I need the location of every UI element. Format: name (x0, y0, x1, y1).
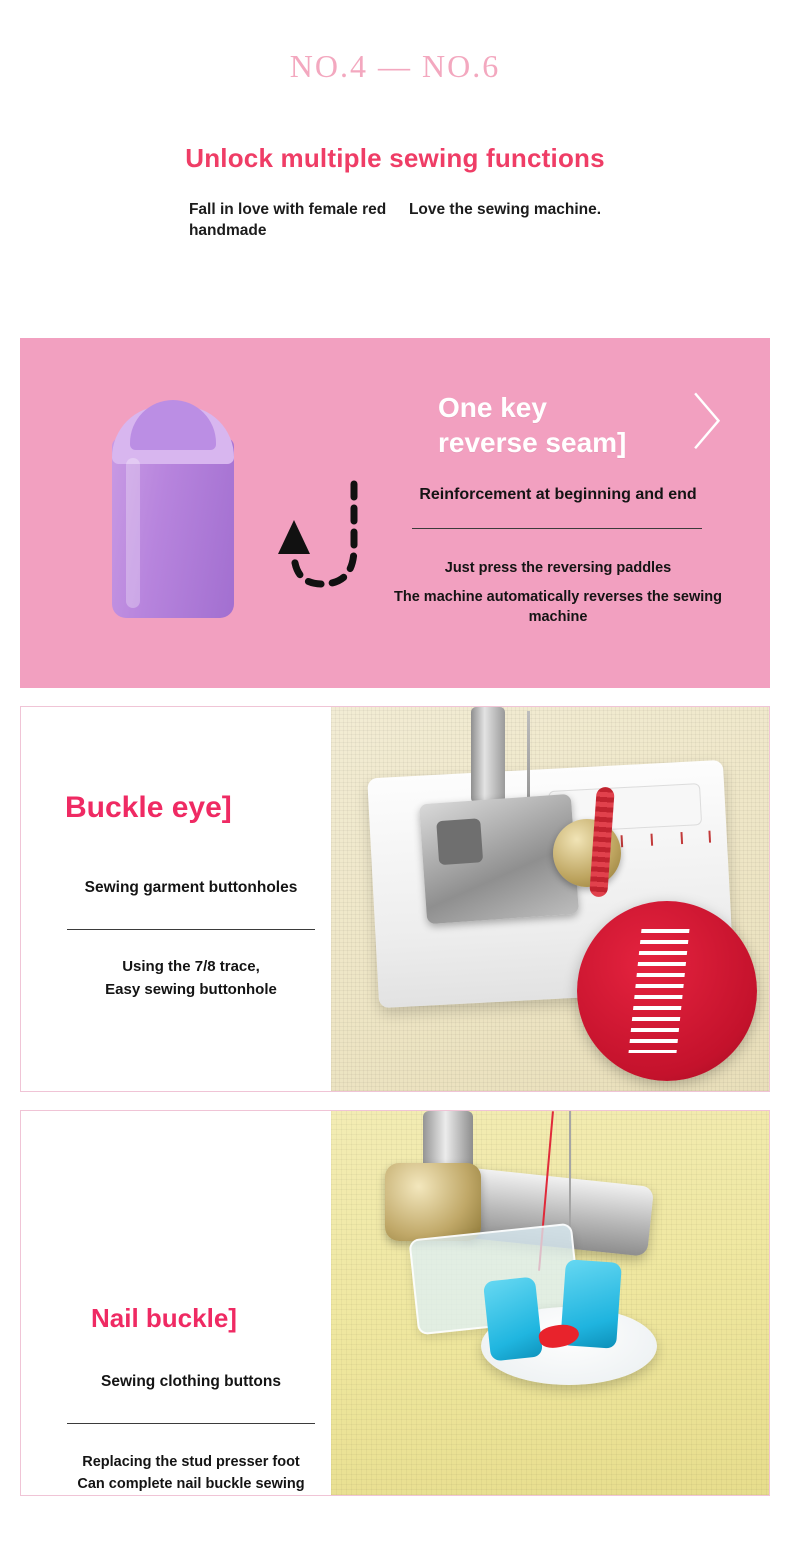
reverse-arrow-icon (270, 478, 380, 618)
feature-card-buckle-eye (20, 706, 770, 1092)
card-title-text: Buckle eye] (65, 791, 232, 824)
panel-desc-main: Reinforcement at beginning and end (419, 486, 697, 503)
panel-title-line2: reverse seam] (438, 427, 627, 458)
card-title (89, 1303, 239, 1334)
panel-title (438, 390, 626, 460)
needle (569, 1111, 571, 1241)
subheadline-group (0, 200, 790, 242)
bobbin-highlight (126, 458, 140, 608)
card-text-area (21, 707, 331, 1091)
card-line-1: Sewing clothing buttons (101, 1373, 281, 1390)
headline: Unlock multiple sewing functions (185, 143, 605, 173)
button-foot-photo (331, 1111, 769, 1495)
card-line-2a: Replacing the stud presser foot (82, 1454, 300, 1470)
bobbin-illustration (90, 400, 270, 630)
card-line-1: Sewing garment buttonholes (84, 879, 298, 896)
zoom-stitch-detail (628, 929, 689, 1053)
zoom-circle-inset (577, 901, 757, 1081)
buttonhole-foot-photo (331, 707, 769, 1091)
card-title-text: Nail buckle] (91, 1303, 237, 1333)
panel-desc-2: The machine automatically reverses the sewing machine (394, 589, 722, 625)
subheadline-left: Fall in love with female red handmade (188, 201, 387, 239)
card-text-area (21, 1111, 331, 1495)
card-line-2a: Using the 7/8 trace, (122, 958, 260, 975)
feature-panel-reverse-seam (20, 338, 770, 688)
card-line-2b: Can complete nail buckle sewing (77, 1476, 305, 1493)
page-title: NO.4 — NO.6 (289, 48, 501, 84)
card-line-2 (43, 1451, 339, 1496)
page-header (0, 0, 790, 242)
thumb-screw (385, 1163, 481, 1241)
foot-opening (436, 818, 483, 865)
card-line-2b: Easy sewing buttonhole (105, 981, 277, 999)
presser-bar (471, 707, 505, 803)
feature-card-nail-buckle (20, 1110, 770, 1496)
subheadline-right: Love the sewing machine. (408, 201, 602, 218)
blue-clip-left (483, 1277, 543, 1362)
bobbin-cap (130, 400, 216, 450)
divider (67, 929, 315, 930)
divider (412, 528, 702, 529)
card-title (63, 791, 234, 825)
panel-desc-1: Just press the reversing paddles (444, 560, 672, 576)
brace-decoration: 〉 (692, 391, 752, 457)
card-line-2 (51, 955, 331, 1002)
panel-title-line1: One key (438, 392, 547, 423)
divider (67, 1423, 315, 1424)
